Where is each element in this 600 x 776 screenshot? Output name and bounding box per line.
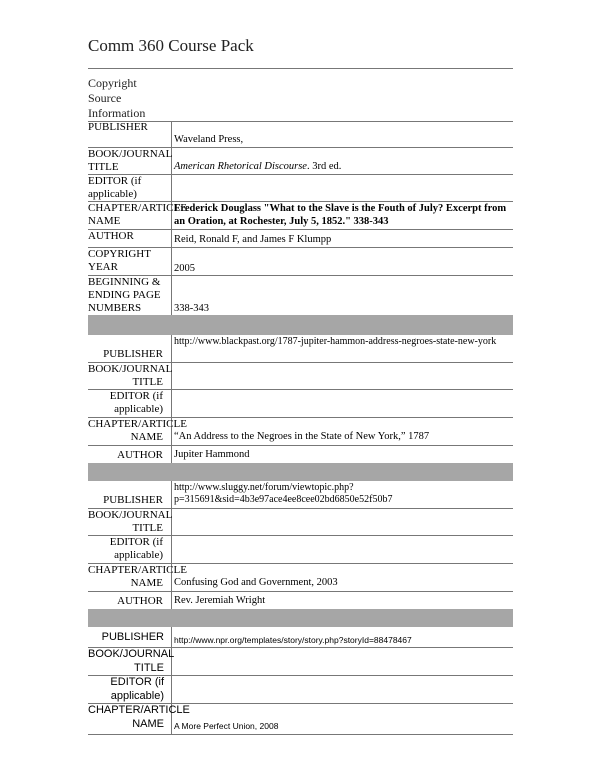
publisher-value: http://www.sluggy.net/forum/viewtopic.php?p=315691&sid=4b3e97ace4ee8cee02bd6850e52f50b7 — [174, 482, 393, 505]
book-title-label: BOOK/JOURNAL TITLE — [88, 148, 172, 173]
editor-label: EDITOR (if applicable) — [109, 536, 163, 561]
section-separator — [88, 315, 513, 335]
column-divider — [171, 335, 172, 463]
book-title-label: BOOK/JOURNAL TITLE — [88, 363, 173, 388]
publisher-value: Waveland Press, — [174, 134, 244, 145]
column-divider — [171, 627, 172, 734]
chapter-label: CHAPTER/ARTICLE NAME — [88, 202, 187, 227]
publisher-label: PUBLISHER — [103, 494, 163, 506]
editor-label: EDITOR (if applicable) — [110, 676, 164, 702]
book-title-label: BOOK/JOURNAL TITLE — [88, 509, 173, 534]
page-numbers-value: 338-343 — [174, 303, 209, 314]
chapter-value: Frederick Douglass "What to the Slave is the Fouth of July? Excerpt from an Oration, at Rochester, July 5, 1852." 338-343 — [174, 203, 507, 227]
publisher-value: http://www.blackpast.org/1787-jupiter-hammon-address-negroes-state-new-york — [174, 336, 497, 347]
author-label: AUTHOR — [117, 449, 163, 461]
book-title-value: American Rhetorical Discourse. 3rd ed. — [174, 161, 342, 172]
author-label: AUTHOR — [88, 230, 134, 242]
chapter-value: “An Address to the Negroes in the State of New York,” 1787 — [174, 431, 430, 442]
chapter-label: CHAPTER/ARTICLE NAME — [88, 704, 190, 730]
editor-label: EDITOR (if applicable) — [88, 175, 142, 200]
copyright-year-label: COPYRIGHT YEAR — [88, 248, 151, 273]
chapter-label: CHAPTER/ARTICLE NAME — [88, 418, 187, 443]
chapter-value: Confusing God and Government, 2003 — [174, 577, 338, 588]
book-title-label: BOOK/JOURNAL TITLE — [88, 648, 175, 674]
publisher-label: PUBLISHER — [88, 121, 148, 133]
page-title: Comm 360 Course Pack — [88, 36, 254, 55]
title-rule — [88, 68, 513, 69]
intro-heading: Copyright Source Information — [88, 76, 146, 120]
copyright-year-value: 2005 — [174, 263, 195, 274]
publisher-label: PUBLISHER — [101, 631, 164, 643]
chapter-label: CHAPTER/ARTICLE NAME — [88, 564, 187, 589]
section-separator — [88, 609, 513, 627]
author-value: Rev. Jeremiah Wright — [174, 595, 266, 606]
section-separator — [88, 463, 513, 481]
publisher-value: http://www.npr.org/templates/story/story.php?storyId=88478467 — [174, 635, 412, 645]
author-value: Reid, Ronald F, and James F Klumpp — [174, 234, 332, 245]
author-value: Jupiter Hammond — [174, 449, 250, 460]
author-label: AUTHOR — [117, 595, 163, 607]
column-divider — [171, 481, 172, 609]
editor-label: EDITOR (if applicable) — [109, 390, 163, 415]
chapter-value: A More Perfect Union, 2008 — [174, 721, 279, 731]
page-numbers-label: BEGINNING & ENDING PAGE NUMBERS — [88, 276, 161, 314]
publisher-label: PUBLISHER — [103, 348, 163, 360]
